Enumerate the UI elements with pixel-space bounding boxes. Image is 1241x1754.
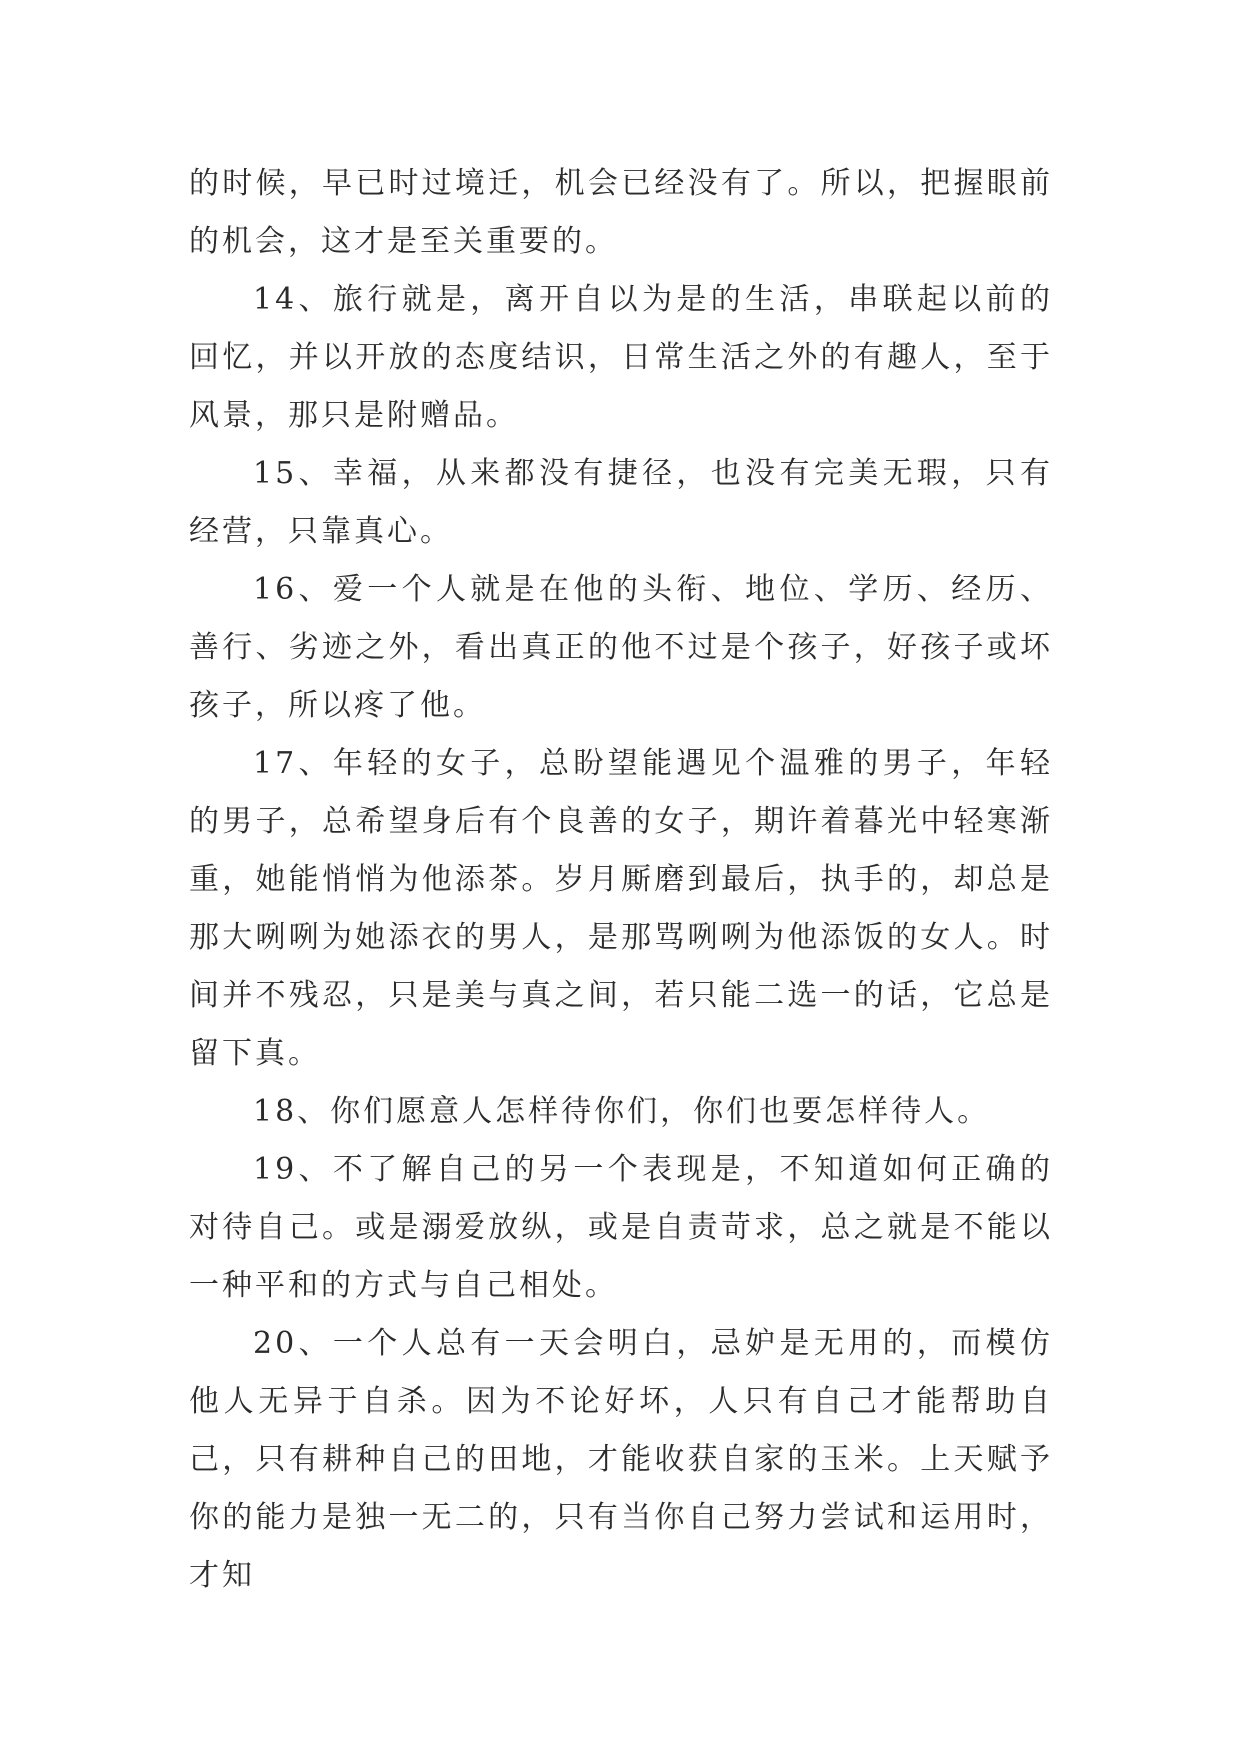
paragraph-19: 19、不了解自己的另一个表现是，不知道如何正确的对待自己。或是溺爱放纵，或是自责苛求，总之就是不能以一种平和的方式与自己相处。 [189,1152,1053,1303]
paragraph-20: 20、一个人总有一天会明白，忌妒是无用的，而模仿他人无异于自杀。因为不论好坏，人只有自己才能帮助自己，只有耕种自己的田地，才能收获自家的玉米。上天赋予你的能力是独一无二的，只有当你自己努力尝试和运用时，才知 [189,1326,1053,1593]
paragraph-17: 17、年轻的女子，总盼望能遇见个温雅的男子，年轻的男子，总希望身后有个良善的女子，期许着暮光中轻寒渐重，她能悄悄为他添茶。岁月厮磨到最后，执手的，却总是那大咧咧为她添衣的男人，是那骂咧咧为他添饭的女人。时间并不残忍，只是美与真之间，若只能二选一的话，它总是留下真。 [189,746,1053,1071]
paragraph-16: 16、爱一个人就是在他的头衔、地位、学历、经历、善行、劣迹之外，看出真正的他不过是个孩子，好孩子或坏孩子，所以疼了他。 [189,572,1053,723]
paragraph-13-continuation: 的时候，早已时过境迁，机会已经没有了。所以，把握眼前的机会，这才是至关重要的。 [189,166,1053,259]
paragraph-15: 15、幸福，从来都没有捷径，也没有完美无瑕，只有经营，只靠真心。 [189,456,1053,549]
paragraph-18: 18、你们愿意人怎样待你们，你们也要怎样待人。 [253,1094,991,1129]
paragraph-14: 14、旅行就是，离开自以为是的生活，串联起以前的回忆，并以开放的态度结识，日常生活之外的有趣人，至于风景，那只是附赠品。 [189,282,1053,433]
document-body [189,155,1053,1605]
